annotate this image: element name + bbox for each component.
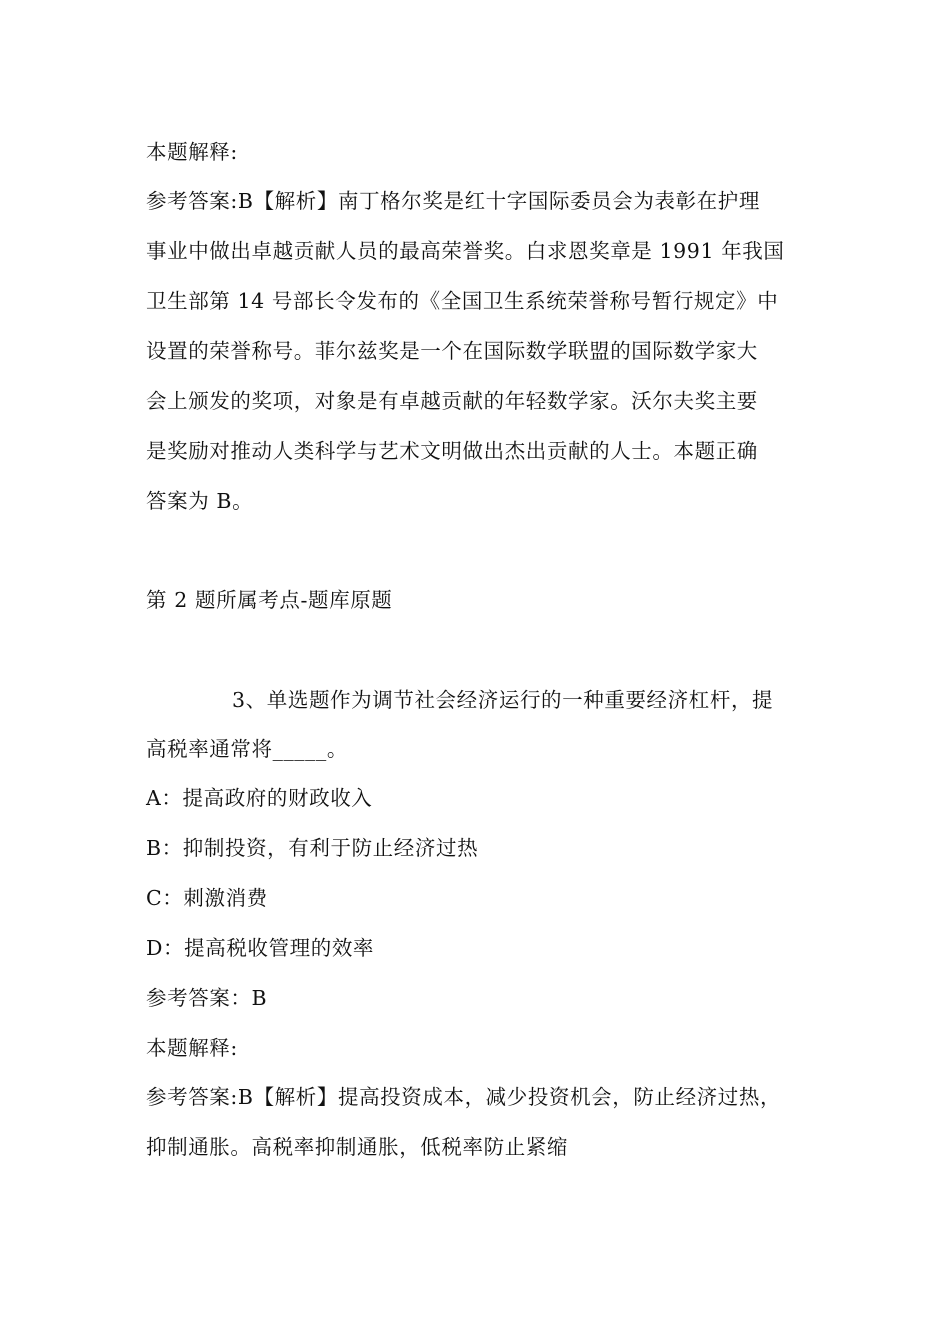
section-title: 第 2 题所属考点-题库原题 — [146, 588, 393, 612]
answer-line-1: 参考答案:B【解析】南丁格尔奖是红十字国际委员会为表彰在护理 — [146, 189, 760, 213]
option-d: D：提高税收管理的效率 — [146, 936, 375, 960]
answer-line-7: 答案为 B。 — [146, 489, 254, 513]
explain-label: 本题解释: — [146, 140, 238, 164]
answer-line-4: 设置的荣誉称号。菲尔兹奖是一个在国际数学联盟的国际数学家大 — [146, 339, 758, 363]
question-answer: 参考答案：B — [146, 986, 268, 1010]
question-stem-line-1: 3、单选题作为调节社会经济运行的一种重要经济杠杆，提 — [232, 688, 774, 712]
option-a: A：提高政府的财政收入 — [146, 786, 373, 810]
question-explain-label: 本题解释: — [146, 1036, 238, 1060]
answer-line-5: 会上颁发的奖项，对象是有卓越贡献的年轻数学家。沃尔夫奖主要 — [146, 389, 758, 413]
analysis-line-1: 参考答案:B【解析】提高投资成本，减少投资机会，防止经济过热， — [146, 1085, 782, 1109]
option-b: B：抑制投资，有利于防止经济过热 — [146, 836, 479, 860]
question-stem-line-2: 高税率通常将_____。 — [146, 737, 348, 761]
answer-line-3: 卫生部第 14 号部长令发布的《全国卫生系统荣誉称号暂行规定》中 — [146, 289, 779, 313]
option-c: C：刺激消费 — [146, 886, 268, 910]
answer-line-6: 是奖励对推动人类科学与艺术文明做出杰出贡献的人士。本题正确 — [146, 439, 758, 463]
analysis-line-2: 抑制通胀。高税率抑制通胀，低税率防止紧缩 — [146, 1135, 568, 1159]
answer-line-2: 事业中做出卓越贡献人员的最高荣誉奖。白求恩奖章是 1991 年我国 — [146, 239, 785, 263]
